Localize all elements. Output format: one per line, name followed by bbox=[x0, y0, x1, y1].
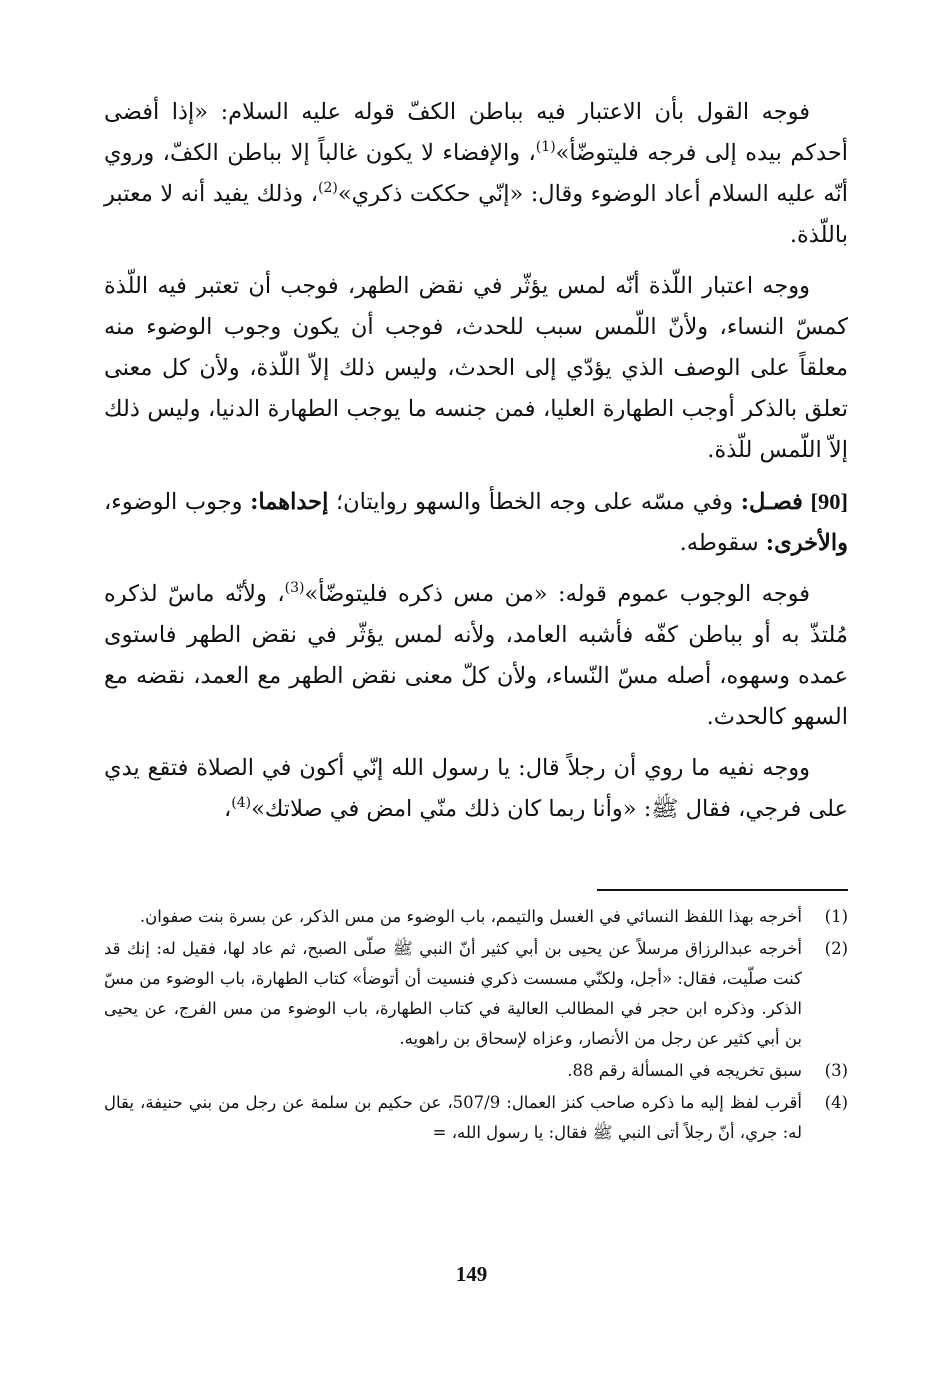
main-text bbox=[104, 92, 848, 840]
footnote-ref-1: (1) bbox=[535, 139, 556, 155]
paragraph-1 bbox=[104, 92, 848, 256]
first-narration-label: إحداهما: bbox=[250, 489, 329, 515]
footnote-text: سبق تخريجه في المسألة رقم 88. bbox=[567, 1061, 802, 1080]
second-narration-label: والأخرى: bbox=[765, 530, 848, 556]
paragraph-text: ، bbox=[223, 796, 232, 822]
footnote-number: (4) bbox=[824, 1093, 848, 1112]
footnote-text: أخرجه عبدالرزاق مرسلاً عن يحيى بن أبي كثير أنّ النبي ﷺ صلّى الصبح، ثم عاد لها، فقيل له: إنك قد كنت صلّيت، فقال: «أجل، ولكنّي مسست ذكري فنسيت أن أتوضأ» كتاب الطهارة، باب الوضوء من مسّ الذكر. وذكره ابن حجر في المطالب العالية في كتاب الطهارة، باب الوضوء من مس الفرج، عن يحيى بن أبي كثير عن رجل من الأنصار، وعزاه لإسحاق بن راهويه. bbox=[104, 939, 802, 1048]
paragraph-text: وجوب الوضوء، bbox=[104, 489, 251, 515]
paragraph-text: ، وذلك يفيد أنه لا معتبر باللّذة. bbox=[104, 181, 848, 248]
footnote-text: أقرب لفظ إليه ما ذكره صاحب كنز العمال: 507/9، عن حكيم بن سلمة عن رجل من بني حنيفة، يقال له: جري، أنّ رجلاً أتى النبي ﷺ فقال: يا رسول الله، = bbox=[104, 1093, 803, 1142]
footnote-number: (1) bbox=[824, 907, 848, 926]
paragraph-text: فوجه القول بأن الاعتبار فيه بباطن الكفّ قوله عليه السلام: «إذا أفضى أحدكم بيده إلى فرجه فليتوضّأ» bbox=[104, 99, 848, 166]
paragraph-text: ، ولأنّه ماسّ لذكره مُلتذّ به أو بباطن كفّه فأشبه العامد، ولأنه لمس يؤثّر في نقض الطهر فاستوى عمده وسهوه، أصله مسّ النّساء، ولأن كلّ معنى نقض الطهر مع العمد، نقضه مع السهو كالحدث. bbox=[104, 581, 848, 730]
paragraph-5 bbox=[104, 748, 848, 830]
paragraph-2 bbox=[104, 266, 848, 471]
paragraph-4 bbox=[104, 574, 848, 738]
section-label: فصـل: bbox=[740, 489, 803, 515]
paragraph-text: سقوطه. bbox=[679, 530, 766, 556]
paragraph-text: ووجه اعتبار اللّذة أنّه لمس يؤثّر في نقض الطهر، فوجب أن تعتبر فيه اللّذة كمسّ النساء، ولأنّ اللّمس سبب للحدث، فوجب أن يكون وجوب الوضوء منه معلقاً على الوصف الذي يؤدّي إلى الحدث، وليس ذلك إلاّ اللّذة، ولأن كل معنى تعلق بالذكر أوجب الطهارة العليا، فمن جنسه ما يوجب الطهارة الدنيا، وليس ذلك إلاّ اللّمس للّذة. bbox=[104, 273, 848, 463]
footnote-number: (2) bbox=[824, 939, 848, 958]
paragraph-text: فوجه الوجوب عموم قوله: «من مس ذكره فليتوضّأ» bbox=[304, 581, 810, 607]
footnote-1 bbox=[104, 902, 848, 932]
footnote-ref-3: (3) bbox=[284, 580, 305, 596]
paragraph-text: ووجه نفيه ما روي أن رجلاً قال: يا رسول الله إنّي أكون في الصلاة فتقع يدي على فرجي، فقال ﷺ: «وأنا ربما كان ذلك منّي امض في صلاتك» bbox=[104, 755, 848, 822]
section-paragraph-90 bbox=[104, 481, 848, 564]
footnote-4 bbox=[104, 1088, 848, 1148]
footnote-2 bbox=[104, 934, 848, 1054]
section-number: [90] bbox=[810, 489, 849, 514]
footnote-ref-2: (2) bbox=[317, 180, 338, 196]
footnote-text: أخرجه بهذا اللفظ النسائي في الغسل والتيمم، باب الوضوء من مس الذكر، عن بسرة بنت صفوان. bbox=[139, 907, 802, 926]
footnote-separator bbox=[597, 889, 848, 891]
footnote-number: (3) bbox=[824, 1061, 848, 1080]
paragraph-text: ، والإفضاء لا يكون غالباً إلا بباطن الكفّ، وروي أنّه عليه السلام أعاد الوضوء وقال: «إنّي حككت ذكري» bbox=[104, 140, 848, 207]
page-number: 149 bbox=[455, 1262, 488, 1286]
footnote-ref-4: (4) bbox=[231, 795, 252, 811]
footnotes bbox=[104, 902, 848, 1150]
footnote-3 bbox=[104, 1056, 848, 1086]
paragraph-text: وفي مسّه على وجه الخطأ والسهو روايتان؛ bbox=[328, 489, 741, 515]
